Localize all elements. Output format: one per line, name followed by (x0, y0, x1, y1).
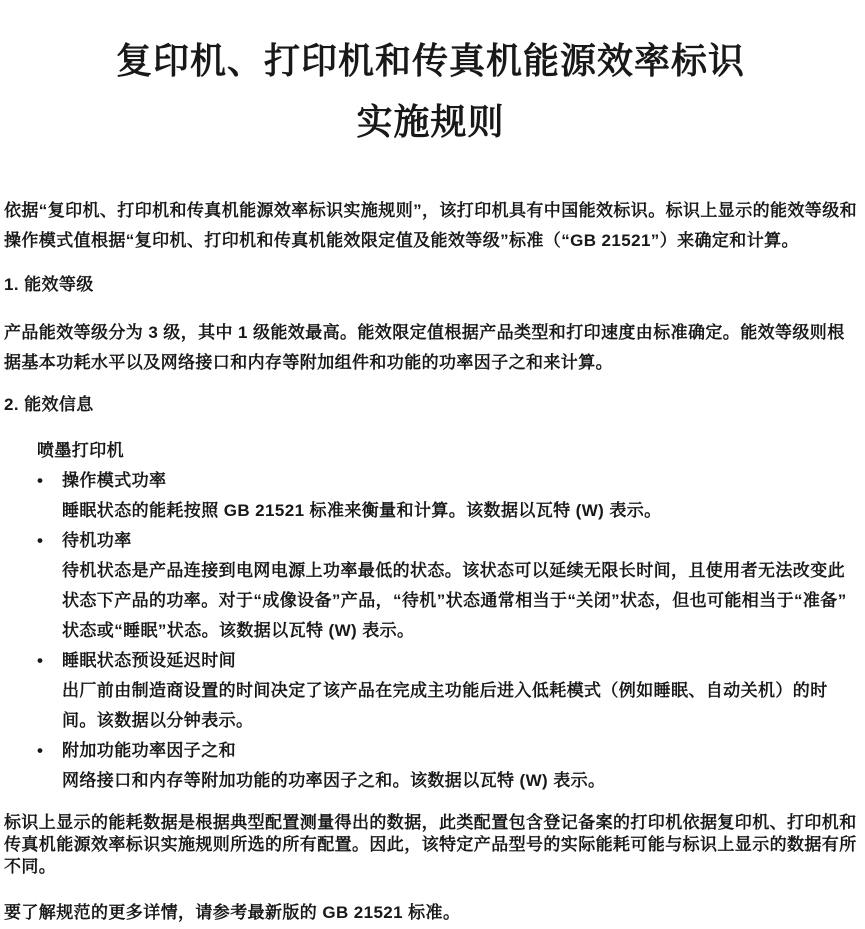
bullet-icon: • (37, 741, 44, 760)
list-item-description: 出厂前由制造商设置的时间决定了该产品在完成主功能后进入低耗模式（例如睡眠、自动关机）的时间。该数据以分钟表示。 (62, 681, 828, 730)
list-item-term: 附加功能功率因子之和 (62, 741, 236, 760)
energy-spec-list (4, 466, 857, 796)
document-title-line-1: 复印机、打印机和传真机能源效率标识 (115, 40, 745, 81)
list-item-term: 睡眠状态预设延迟时间 (62, 651, 236, 670)
intro-paragraph: 依据“复印机、打印机和传真机能源效率标识实施规则”，该打印机具有中国能效标识。标识上显示的能效等级和操作模式值根据“复印机、打印机和传真机能效限定值及能效等级”标准（“GB 21521”）来确定和计算。 (4, 201, 857, 250)
list-item-additional-power-factors (4, 736, 857, 796)
subheading-inkjet-printer: 喷墨打印机 (37, 441, 124, 460)
list-item-operational-mode-power (4, 466, 857, 526)
section-heading-energy-info: 2. 能效信息 (4, 395, 94, 414)
bullet-icon: • (37, 651, 44, 670)
closing-paragraph: 标识上显示的能耗数据是根据典型配置测量得出的数据，此类配置包含登记备案的打印机依据复印机、打印机和传真机能源效率标识实施规则所选的所有配置。因此，该特定产品型号的实际能耗可能与标识上显示的数据有所不同。 (4, 813, 857, 876)
document-title-line-2: 实施规则 (356, 101, 505, 142)
list-item-sleep-delay-time (4, 646, 857, 736)
list-item-description: 睡眠状态的能耗按照 GB 21521 标准来衡量和计算。该数据以瓦特 (W) 表示。 (62, 501, 662, 520)
document-title (4, 30, 857, 152)
list-item-description: 网络接口和内存等附加功能的功率因子之和。该数据以瓦特 (W) 表示。 (62, 771, 606, 790)
bullet-icon: • (37, 471, 44, 490)
bullet-icon: • (37, 531, 44, 550)
list-item-standby-power (4, 526, 857, 646)
section-body-energy-grade: 产品能效等级分为 3 级，其中 1 级能效最高。能效限定值根据产品类型和打印速度由标准确定。能效等级则根据基本功耗水平以及网络接口和内存等附加组件和功能的功率因子之和来计算。 (4, 323, 845, 372)
list-item-term: 操作模式功率 (62, 471, 167, 490)
document-page (0, 30, 865, 929)
section-heading-energy-grade: 1. 能效等级 (4, 275, 94, 294)
list-item-term: 待机功率 (62, 531, 132, 550)
footer-note: 要了解规范的更多详情，请参考最新版的 GB 21521 标准。 (4, 903, 461, 922)
list-item-description: 待机状态是产品连接到电网电源上功率最低的状态。该状态可以延续无限长时间，且使用者无法改变此状态下产品的功率。对于“成像设备”产品，“待机”状态通常相当于“关闭”状态，但也可能相当于“准备”状态或“睡眠”状态。该数据以瓦特 (W) 表示。 (62, 561, 847, 640)
